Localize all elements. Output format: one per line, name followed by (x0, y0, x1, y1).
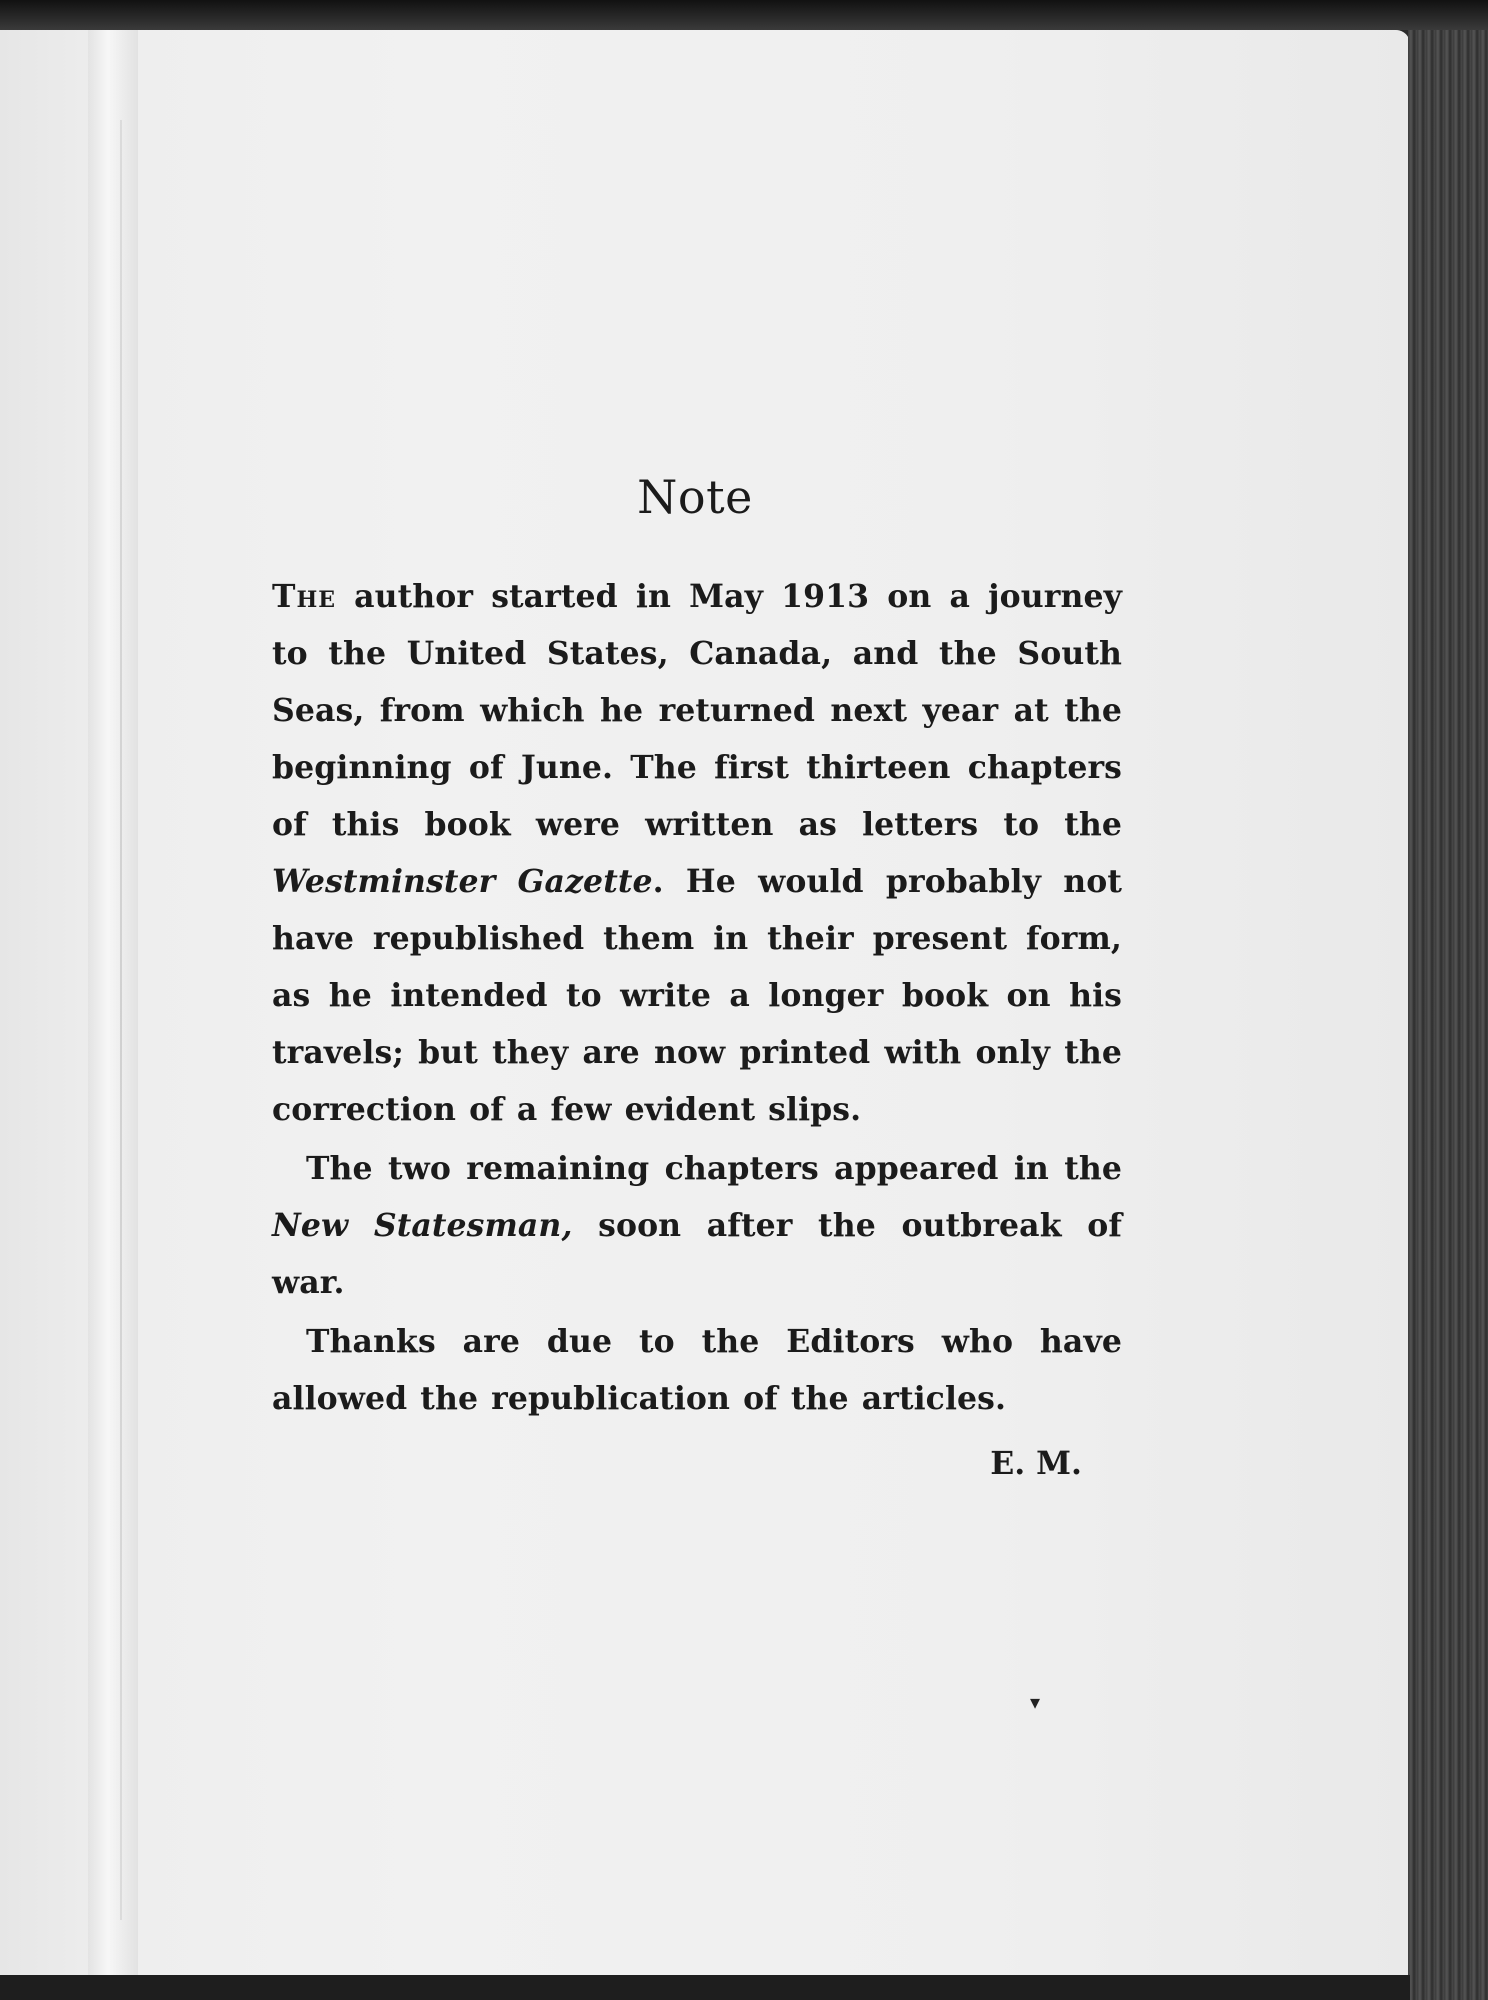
gutter-fold-line (120, 120, 122, 1920)
paragraph-1-italic: Westminster Gazette (272, 863, 653, 900)
paragraph-2 (272, 1140, 1122, 1311)
paragraph-1-text-b: . He would probably not have republished them in their present form, as he intended to write a longer book on his travels; but they are now printed with only the correction of a few evident slips. (272, 863, 1122, 1128)
note-content (272, 470, 1122, 1482)
paragraph-1-text-a: author started in May 1913 on a journey to the United States, Canada, and the South Seas, from which he returned next year at the beginning of June. The first thirteen chapters of this book were written as letters to the (272, 578, 1122, 843)
paragraph-1 (272, 568, 1122, 1138)
paragraph-2-text-a: The two remaining chapters appeared in the (306, 1150, 1122, 1187)
paragraph-2-text-b: soon after the outbreak of war. (272, 1207, 1122, 1301)
book-fore-edge (1408, 30, 1488, 2000)
scan-border-top (0, 0, 1488, 30)
page-title: Note (637, 470, 753, 524)
scan-border-bottom (0, 1975, 1410, 2000)
stray-mark: ▾ (1030, 1690, 1041, 1714)
paragraph-2-italic: New Statesman, (272, 1207, 573, 1244)
signature-initials: E. M. (990, 1445, 1082, 1482)
page-gutter (88, 30, 138, 2000)
paragraph-3: Thanks are due to the Editors who have allowed the republication of the articles. (272, 1323, 1122, 1417)
paragraph-1-lead: The (272, 578, 336, 615)
